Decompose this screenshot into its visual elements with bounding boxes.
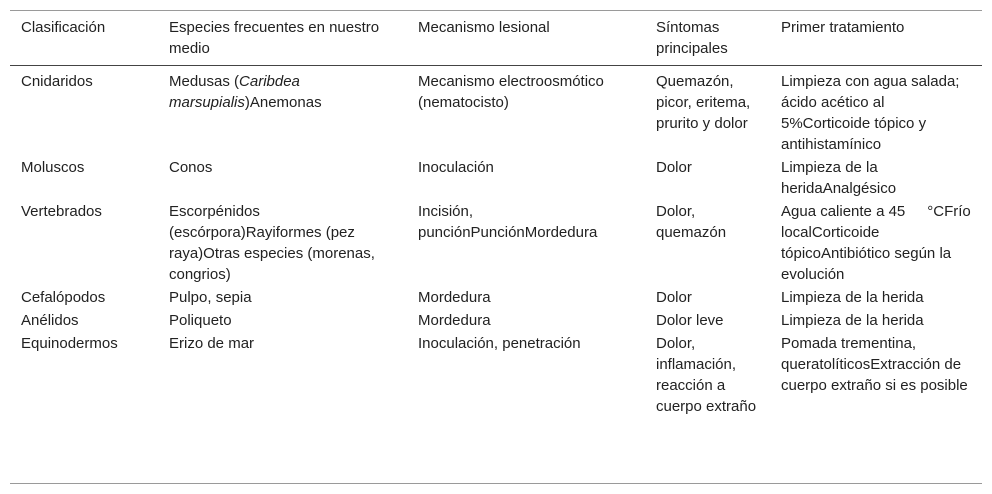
header-tratamiento: Primer tratamiento (770, 11, 982, 66)
marine-injuries-table (10, 11, 982, 419)
table-row (10, 333, 982, 419)
cell-especies: Erizo de mar (169, 335, 255, 352)
cell-especies (158, 66, 407, 158)
cell-tratamiento: Limpieza de la heridaAnalgésico (781, 159, 897, 197)
cell-sintomas: Quemazón, picor, eritema, prurito y dolor (656, 73, 751, 132)
cell-mecanismo: Mordedura (418, 312, 491, 329)
cell-especies: Escorpénidos (escórpora)Rayiformes (pez raya)Otras especies (morenas, congrios) (169, 203, 375, 283)
cell-sintomas: Dolor, quemazón (656, 203, 727, 241)
cell-sintomas: Dolor (656, 159, 692, 176)
table-body (10, 66, 982, 420)
cell-tratamiento: Pomada trementina, queratolíticosExtracción de cuerpo extraño si es posible (781, 335, 968, 394)
cell-tratamiento: Limpieza de la herida (781, 289, 924, 306)
cell-mecanismo: Mordedura (418, 289, 491, 306)
header-especies: Especies frecuentes en nuestro medio (158, 11, 407, 66)
cell-clasificacion: Anélidos (21, 312, 79, 329)
cell-clasificacion: Cnidaridos (21, 73, 93, 90)
cell-clasificacion: Moluscos (21, 159, 85, 176)
cell-sintomas: Dolor, inflamación, reacción a cuerpo extraño (656, 335, 757, 415)
header-row (10, 11, 982, 66)
cell-especies: Pulpo, sepia (169, 289, 252, 306)
table-row (10, 287, 982, 310)
table-header (10, 11, 982, 66)
header-sintomas: Síntomas principales (645, 11, 770, 66)
table-row (10, 201, 982, 287)
cell-especies: Poliqueto (169, 312, 232, 329)
cell-especies: Conos (169, 159, 213, 176)
cell-tratamiento (770, 201, 982, 287)
table-row (10, 157, 982, 201)
cell-clasificacion: Vertebrados (21, 203, 102, 220)
header-mecanismo: Mecanismo lesional (407, 11, 645, 66)
data-table-container (10, 10, 982, 484)
cell-mecanismo: Inoculación, penetración (418, 335, 581, 352)
table-row (10, 66, 982, 158)
cell-mecanismo: Inoculación (418, 159, 494, 176)
especies-scientific-name: Caribdea marsupialis (169, 73, 300, 111)
cell-tratamiento: Limpieza de la herida (781, 312, 924, 329)
cell-mecanismo: Incisión, punciónPunciónMordedura (418, 203, 598, 241)
cell-sintomas: Dolor leve (656, 312, 724, 329)
cell-tratamiento: Limpieza con agua salada; ácido acético al 5%Corticoide tópico y antihistamínico (781, 73, 960, 153)
especies-text: Medusas ( (169, 73, 240, 90)
header-clasificacion: Clasificación (10, 11, 158, 66)
especies-text: )Anemonas (244, 94, 322, 111)
cell-mecanismo: Mecanismo electroosmótico (nematocisto) (418, 73, 604, 111)
cell-clasificacion: Cefalópodos (21, 289, 106, 306)
table-row (10, 310, 982, 333)
cell-sintomas: Dolor (656, 289, 692, 306)
tratamiento-text: Agua caliente a 45 (781, 203, 906, 220)
tratamiento-text: °CFrío localCorticoide tópicoAntibiótico según la evolución (781, 203, 971, 283)
cell-clasificacion: Equinodermos (21, 335, 118, 352)
